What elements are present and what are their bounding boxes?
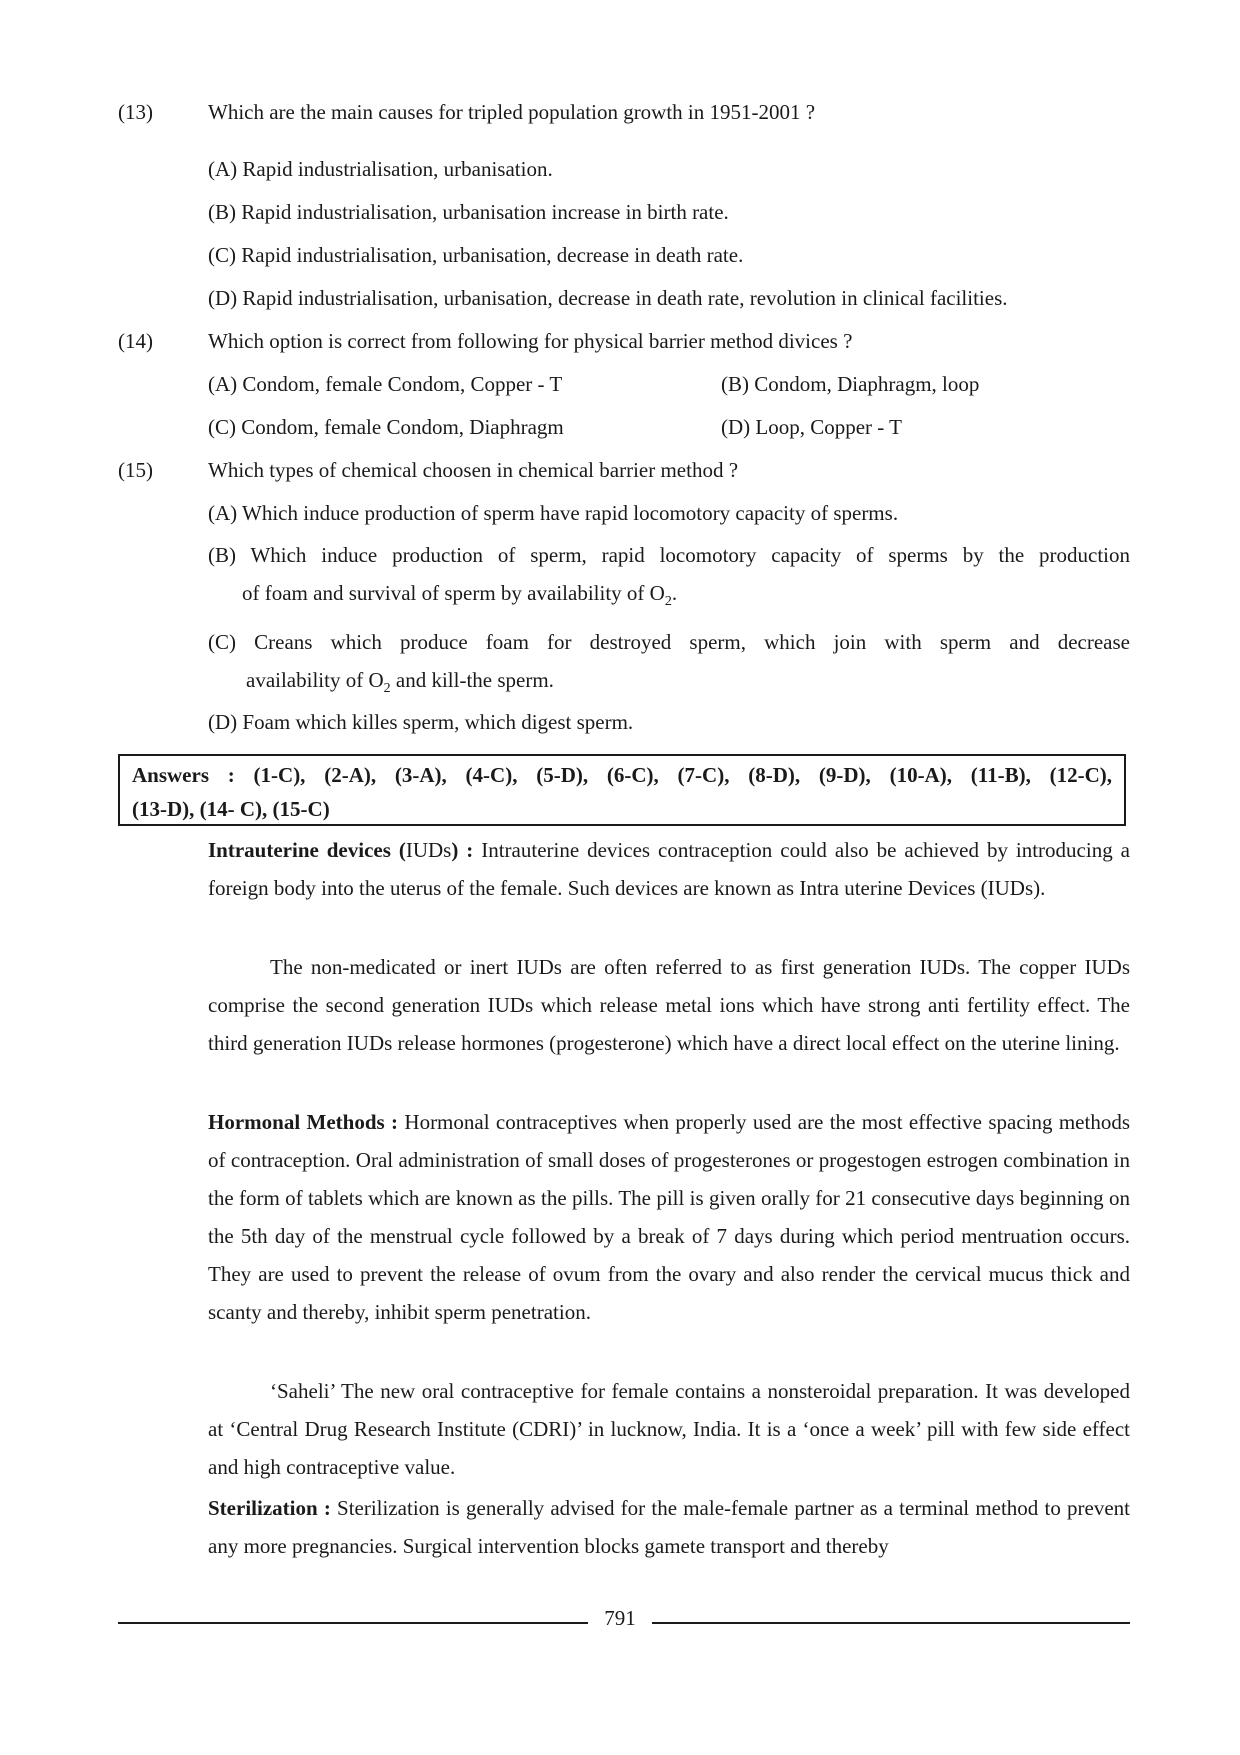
subscript: 2 — [664, 594, 672, 610]
option-d: (D) Rapid industrialisation, urbanisation, decrease in death rate, revolution in clinical facilities. — [208, 286, 1008, 310]
question-text: Which option is correct from following for physical barrier method divices ? — [208, 329, 853, 353]
option-c — [208, 623, 1130, 708]
question-number: (13) — [118, 100, 153, 124]
option-c-end: and kill-the sperm. — [390, 668, 554, 692]
section-heading: Hormonal Methods : — [208, 1110, 399, 1134]
option-d: (D) Foam which killes sperm, which digest sperm. — [208, 710, 634, 734]
heading-end: ) : — [451, 838, 474, 862]
option-b — [208, 536, 1130, 621]
option-b-line2 — [208, 581, 678, 610]
question-text: Which are the main causes for tripled population growth in 1951-2001 ? — [208, 100, 816, 124]
answers-box — [118, 754, 1126, 826]
question-text: Which types of chemical choosen in chemical barrier method ? — [208, 458, 739, 482]
option-b-text: of foam and survival of sperm by availability of O — [242, 581, 665, 605]
option-c: (C) Condom, female Condom, Diaphragm — [208, 415, 564, 439]
section-heading: Intrauterine devices ( — [208, 838, 406, 862]
option-c-line1: (C) Creans which produce foam for destroyed sperm, which join with sperm and decrease — [208, 630, 1130, 654]
sterilization-paragraph — [208, 1489, 1130, 1565]
answers-line2: (13-D), (14- C), (15-C) — [132, 797, 330, 821]
subscript: 2 — [383, 681, 391, 697]
option-c: (C) Rapid industrialisation, urbanisation, decrease in death rate. — [208, 243, 744, 267]
saheli-paragraph: ‘Saheli’ The new oral contraceptive for female contains a nonsteroidal preparation. It was developed at ‘Central Drug Research Institute (CDRI)’ in lucknow, India. It is a ‘once a week’ pill with few side effect and high contraceptive value. — [208, 1379, 1130, 1479]
paragraph-text: Intrauterine devices contraception could also be achieved by introducing a foreign body into the uterus of the female. Such devices are known as Intra uterine Devices (IUDs). — [208, 838, 1130, 900]
answers-line1: Answers : (1-C), (2-A), (3-A), (4-C), (5-D), (6-C), (7-C), (8-D), (9-D), (10-A), (11-B), (12-C), — [132, 763, 1112, 787]
option-b-end: . — [671, 581, 678, 605]
option-a: (A) Which induce production of sperm have rapid locomotory capacity of sperms. — [208, 501, 899, 525]
hormonal-paragraph — [208, 1103, 1130, 1331]
footer-rule-left — [118, 1622, 588, 1624]
option-b-line1: (B) Which induce production of sperm, rapid locomotory capacity of sperms by the production — [208, 543, 1130, 567]
option-a: (A) Rapid industrialisation, urbanisation. — [208, 157, 553, 181]
page-number: 791 — [604, 1606, 636, 1630]
option-d: (D) Loop, Copper - T — [721, 415, 902, 439]
section-heading: Sterilization : — [208, 1496, 331, 1520]
option-c-line2 — [208, 668, 554, 697]
paragraph-text: Hormonal contraceptives when properly used are the most effective spacing methods of contraception. Oral administration of small doses of progesterones or progestogen estrogen combination in the form of tablets which are known as the pills. The pill is given orally for 21 consecutive days beginning on the 5th day of the menstrual cycle followed by a break of 7 days during which period mentruation occurs. They are used to prevent the release of ovum from the ovary and also render the cervical mucus thick and scanty and thereby, inhibit sperm penetration. — [208, 1110, 1131, 1324]
question-number: (14) — [118, 329, 153, 353]
paragraph-text: Sterilization is generally advised for the male-female partner as a terminal method to prevent any more pregnancies. Surgical intervention blocks gamete transport and thereby — [208, 1496, 1130, 1558]
iud-paragraph — [208, 831, 1130, 907]
question-number: (15) — [118, 458, 153, 482]
iud-generations-paragraph: The non-medicated or inert IUDs are often referred to as first generation IUDs. The copper IUDs comprise the second generation IUDs which release metal ions which have strong anti fertility effect. The third generation IUDs release hormones (progesterone) which have a direct local effect on the uterine lining. — [208, 955, 1130, 1055]
option-a: (A) Condom, female Condom, Copper - T — [208, 372, 563, 396]
option-b: (B) Condom, Diaphragm, loop — [721, 372, 980, 396]
option-c-text: availability of O — [246, 668, 384, 692]
heading-abbr: IUDs — [405, 838, 452, 862]
footer-rule-right — [652, 1622, 1130, 1624]
option-b: (B) Rapid industrialisation, urbanisation increase in birth rate. — [208, 200, 729, 224]
